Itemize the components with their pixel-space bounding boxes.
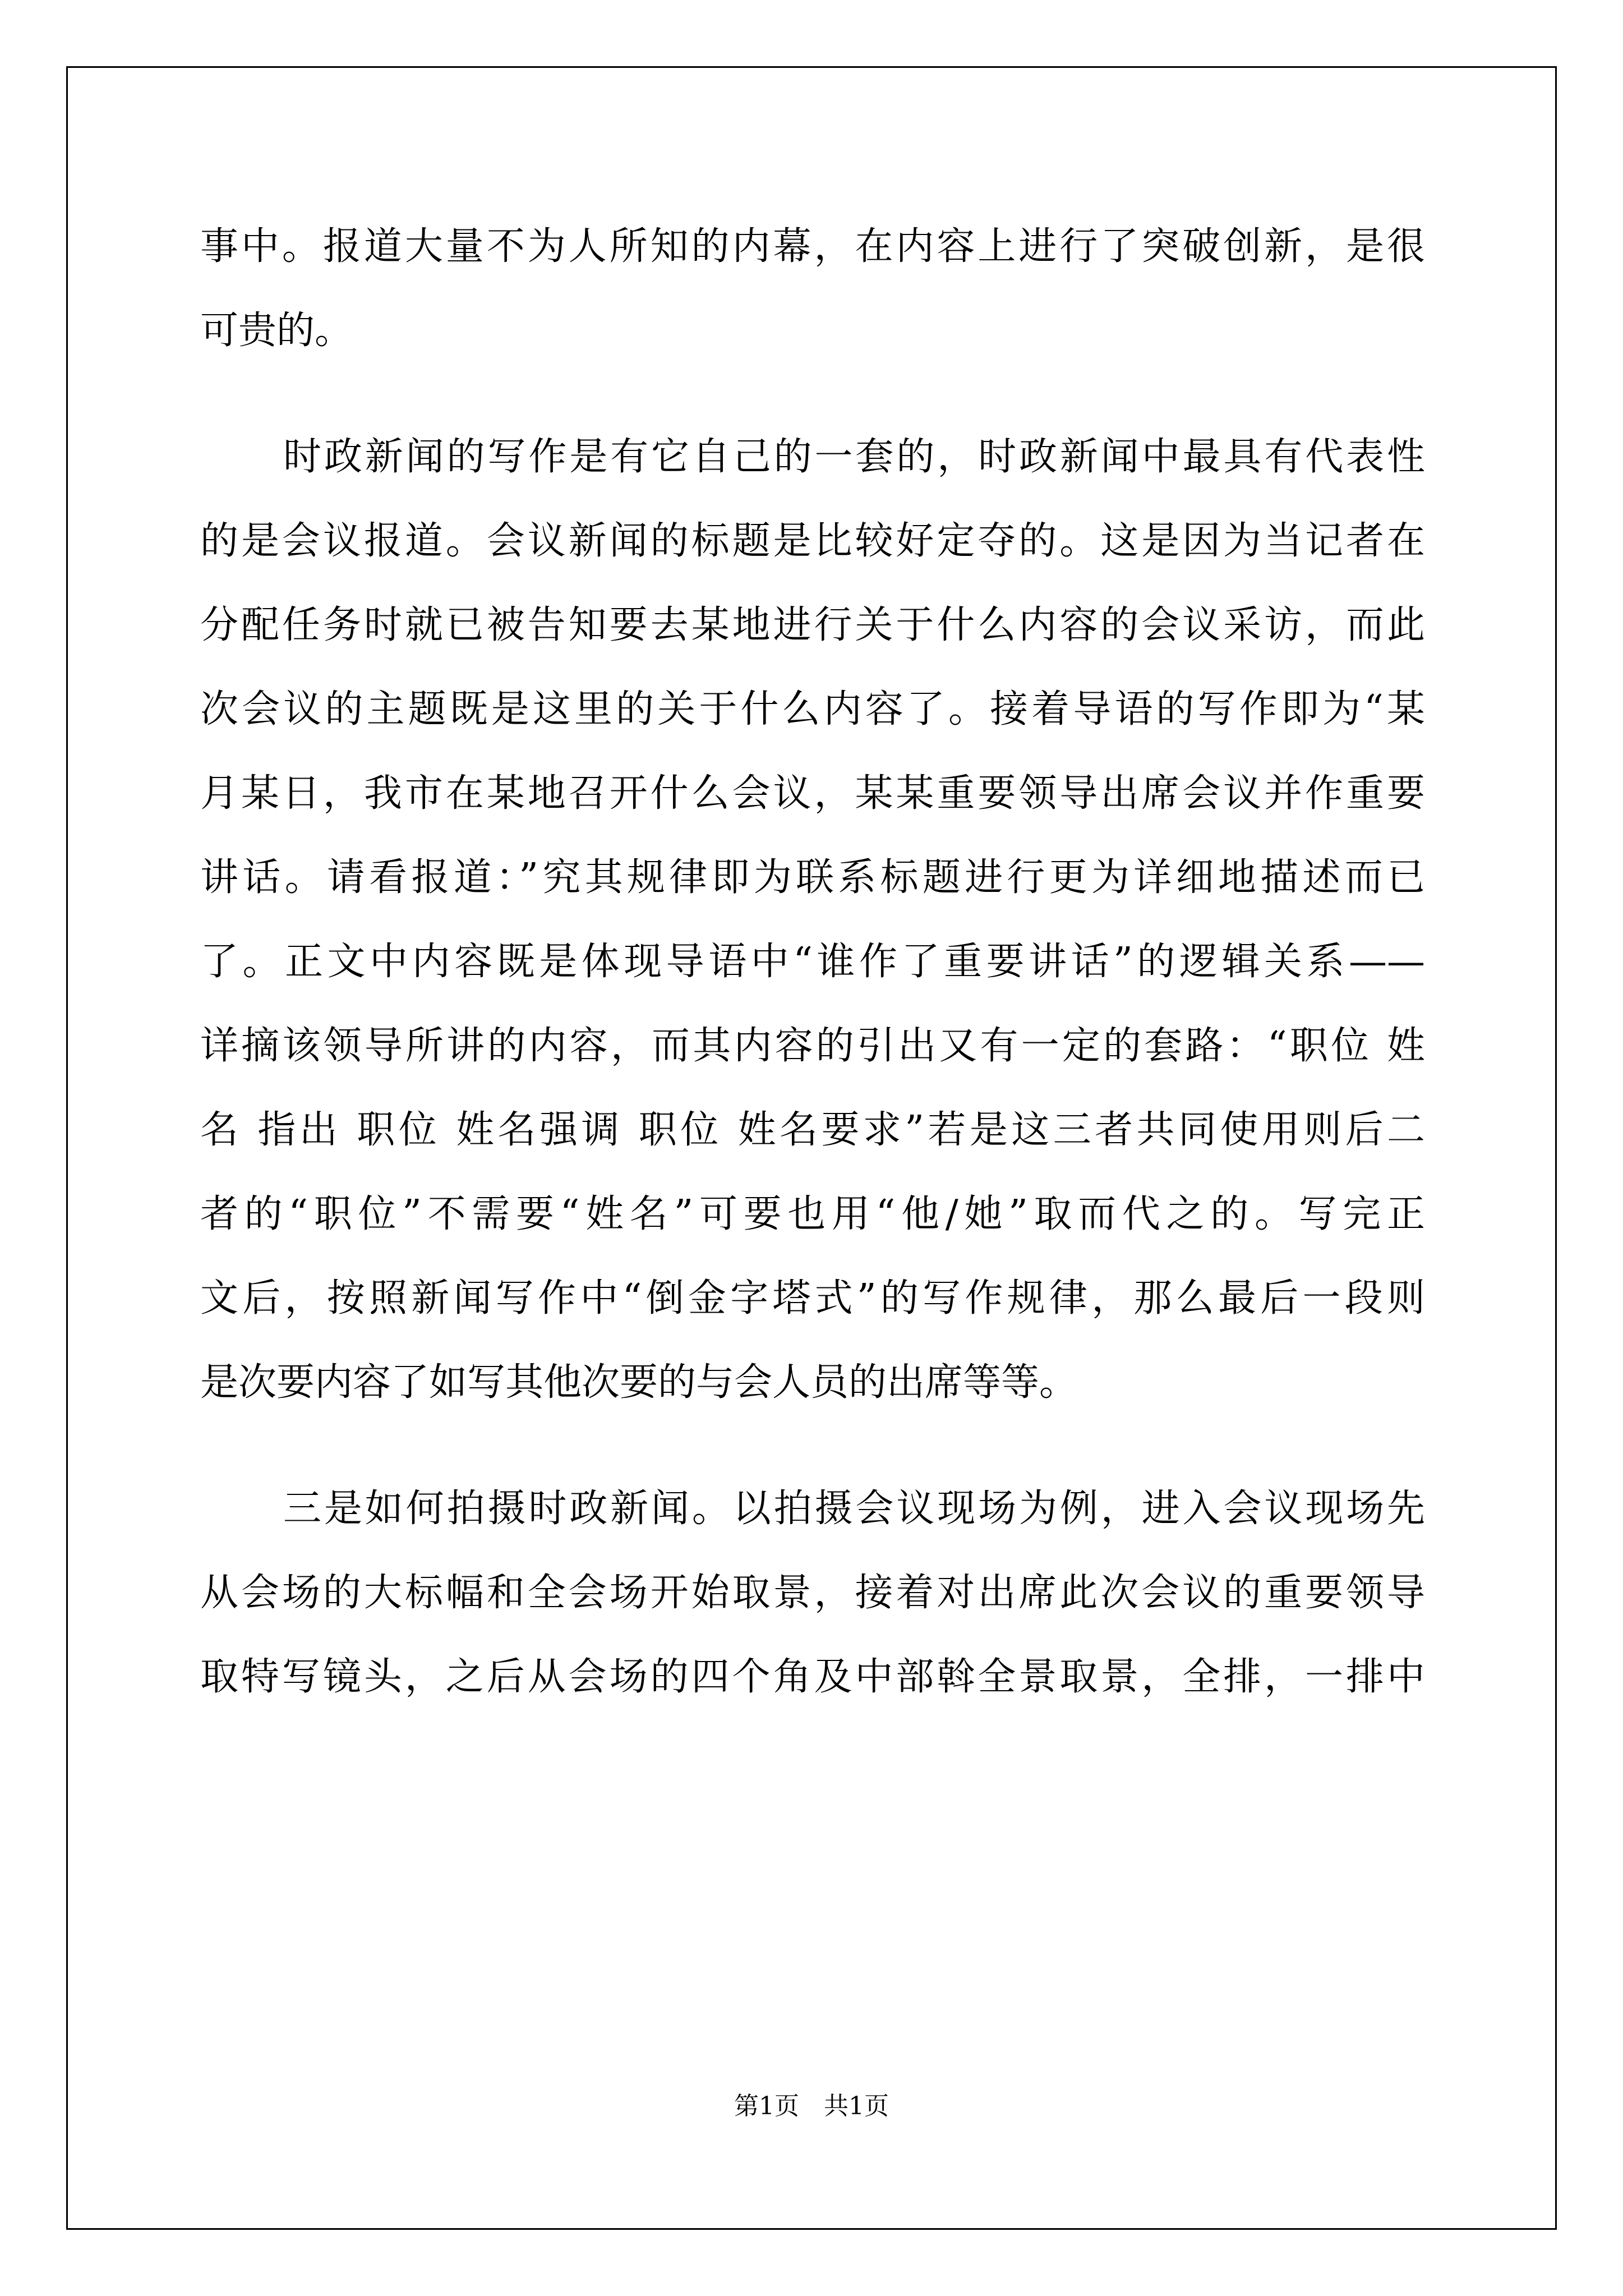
text-line: 月某日，我市在某地召开什么会议，某某重要领导出席会议并作重要: [200, 771, 1425, 816]
text-line: 者的“职位”不需要“姓名”可要也用“他/她”取而代之的。写完正: [200, 1192, 1425, 1236]
paragraph-first-line: 时政新闻的写作是有它自己的一套的，时政新闻中最具有代表性: [283, 435, 1425, 479]
text-line: 从会场的大标幅和全会场开始取景，接着对出席此次会议的重要领导: [200, 1571, 1425, 1615]
paragraph-first-line: 三是如何拍摄时政新闻。以拍摄会议现场为例，进入会议现场先: [283, 1487, 1425, 1531]
text-line: 次会议的主题既是这里的关于什么内容了。接着导语的写作即为“某: [200, 687, 1425, 731]
page-number-footer: 第1页 共1页: [734, 2092, 889, 2120]
text-line: 的是会议报道。会议新闻的标题是比较好定夺的。这是因为当记者在: [200, 519, 1425, 563]
text-line: 取特写镜头，之后从会场的四个角及中部斡全景取景，全排，一排中: [200, 1655, 1425, 1699]
text-line: 是次要内容了如写其他次要的与会人员的出席等等。: [200, 1360, 1078, 1405]
text-line: 事中。报道大量不为人所知的内幕，在内容上进行了突破创新，是很: [200, 224, 1425, 269]
text-line: 名 指出 职位 姓名强调 职位 姓名要求”若是这三者共同使用则后二: [200, 1108, 1425, 1152]
text-line: 了。正文中内容既是体现导语中“谁作了重要讲话”的逻辑关系——: [200, 940, 1425, 984]
text-line: 分配任务时就已被告知要去某地进行关于什么内容的会议采访，而此: [200, 603, 1425, 647]
text-line: 可贵的。: [200, 309, 353, 353]
text-line: 讲话。请看报道：”究其规律即为联系标题进行更为详细地描述而已: [200, 855, 1425, 900]
text-line: 详摘该领导所讲的内容，而其内容的引出又有一定的套路：“职位 姓: [200, 1024, 1425, 1068]
text-line: 文后，按照新闻写作中“倒金字塔式”的写作规律，那么最后一段则: [200, 1276, 1425, 1320]
